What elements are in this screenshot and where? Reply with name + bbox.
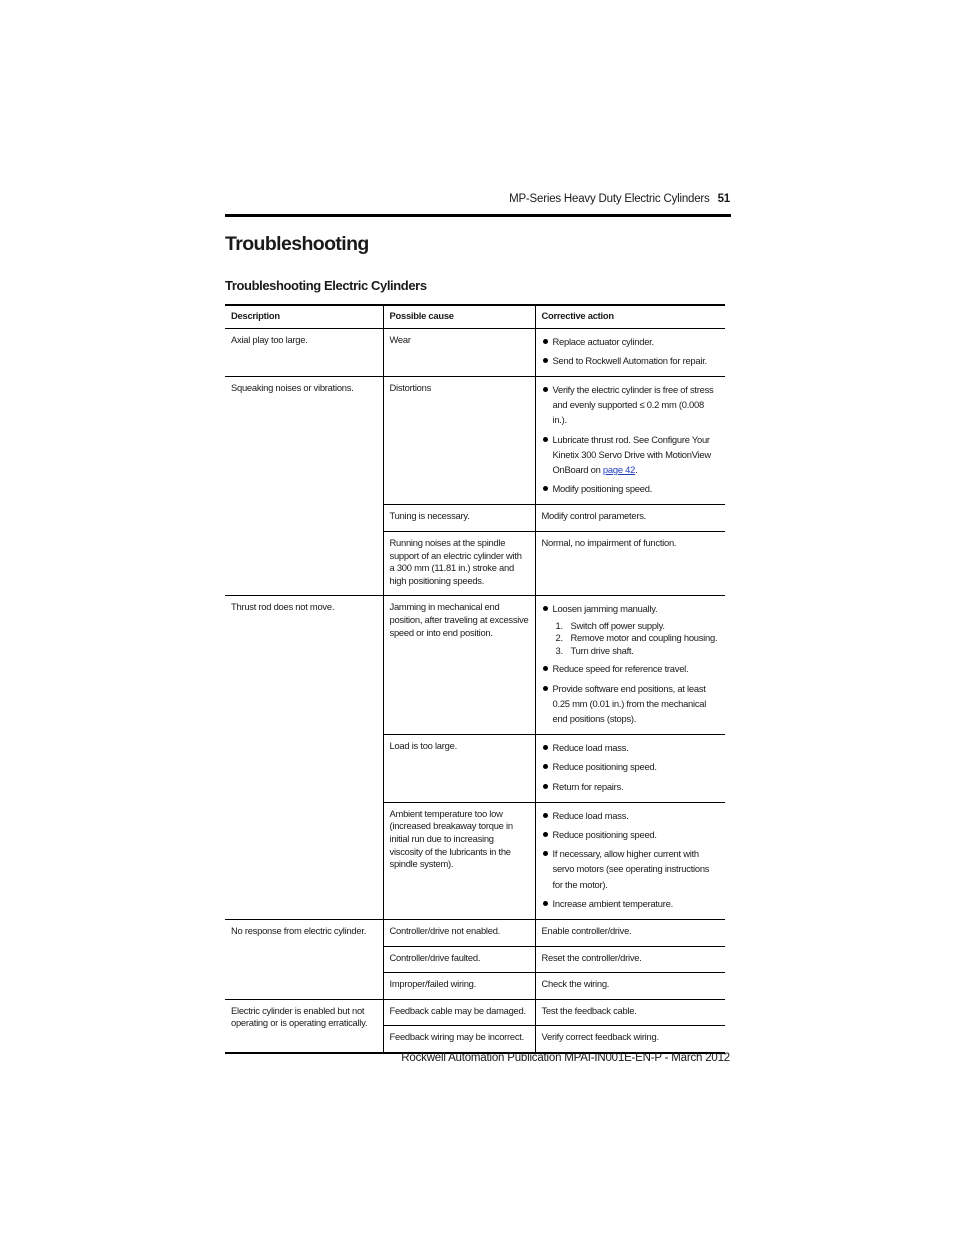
step-text: Turn drive shaft. (570, 644, 634, 656)
cause-cell: Feedback cable may be damaged. (383, 999, 535, 1026)
description-cell: No response from electric cylinder. (225, 920, 383, 1000)
running-header (225, 193, 730, 205)
step-text: Remove motor and coupling housing. (570, 632, 718, 644)
section-title: Troubleshooting Electric Cylinders (225, 278, 427, 293)
action-bullet: Return for repairs. (542, 779, 720, 794)
action-bullet: Modify positioning speed. (542, 481, 720, 496)
page-42-link[interactable]: page 42 (602, 464, 636, 476)
action-cell (535, 735, 725, 803)
action-cell (535, 377, 725, 505)
cause-cell: Tuning is necessary. (383, 505, 535, 532)
action-bullet: Send to Rockwell Automation for repair. (542, 353, 720, 368)
column-header-possible-cause: Possible cause (383, 305, 535, 328)
description-cell: Axial play too large. (225, 328, 383, 376)
cause-cell: Jamming in mechanical end position, after traveling at excessive speed or into end position. (383, 596, 535, 735)
action-cell: Verify correct feedback wiring. (535, 1026, 725, 1053)
action-bullet: Reduce load mass. (542, 740, 720, 755)
troubleshooting-table (225, 304, 725, 1054)
action-text: Loosen jamming manually. (552, 603, 658, 615)
cause-cell: Running noises at the spindle support of an electric cylinder with a 300 mm (11.81 in.) stroke and high positioning speeds. (383, 532, 535, 596)
action-cell (535, 328, 725, 376)
step-number: 2. (555, 632, 563, 644)
action-cell: Enable controller/drive. (535, 920, 725, 947)
action-cell: Normal, no impairment of function. (535, 532, 725, 596)
step-number: 1. (555, 619, 563, 631)
step-item (553, 645, 720, 658)
action-bullet: Reduce load mass. (542, 808, 720, 823)
running-header-title: MP-Series Heavy Duty Electric Cylinders (509, 193, 710, 205)
description-cell: Electric cylinder is enabled but not operating or is operating erratically. (225, 999, 383, 1053)
action-bullet: Reduce positioning speed. (542, 759, 720, 774)
action-cell: Modify control parameters. (535, 505, 725, 532)
action-bullet: Verify the electric cylinder is free of stress and evenly supported ≤ 0.2 mm (0.008 in.). (542, 382, 720, 428)
action-bullet: Replace actuator cylinder. (542, 334, 720, 349)
cause-cell: Controller/drive faulted. (383, 946, 535, 973)
table-header-row (225, 305, 725, 328)
action-cell: Check the wiring. (535, 973, 725, 1000)
cause-cell: Feedback wiring may be incorrect. (383, 1026, 535, 1053)
table-row (225, 328, 725, 376)
action-cell (535, 802, 725, 919)
action-cell: Test the feedback cable. (535, 999, 725, 1026)
description-cell: Squeaking noises or vibrations. (225, 377, 383, 596)
cause-cell: Improper/failed wiring. (383, 973, 535, 1000)
action-bullet: Provide software end positions, at least 0.25 mm (0.01 in.) from the mechanical end positions (stops). (542, 681, 720, 727)
step-item (553, 632, 720, 645)
action-cell (535, 596, 725, 735)
action-bullet (542, 432, 720, 478)
action-text: Lubricate thrust rod. See Configure Your Kinetix 300 Servo Drive with MotionView OnBoard on (552, 433, 711, 476)
column-header-description: Description (225, 305, 383, 328)
step-item (553, 620, 720, 633)
action-bullet: Reduce positioning speed. (542, 827, 720, 842)
publication-footer: Rockwell Automation Publication MPAI-IN001E-EN-P - March 2012 (401, 1052, 730, 1064)
table-row (225, 377, 725, 505)
action-bullet: Reduce speed for reference travel. (542, 661, 720, 676)
step-number: 3. (555, 644, 563, 656)
action-cell: Reset the controller/drive. (535, 946, 725, 973)
page-number: 51 (717, 193, 730, 205)
table-row (225, 920, 725, 947)
action-bullet: Increase ambient temperature. (542, 896, 720, 911)
cause-cell: Wear (383, 328, 535, 376)
action-bullet: If necessary, allow higher current with servo motors (see operating instructions for the motor). (542, 846, 720, 892)
header-rule (225, 214, 731, 217)
table-row (225, 596, 725, 735)
column-header-corrective-action: Corrective action (535, 305, 725, 328)
page-title: Troubleshooting (225, 233, 369, 255)
description-cell: Thrust rod does not move. (225, 596, 383, 920)
action-text-end: . (635, 464, 638, 476)
table-row (225, 999, 725, 1026)
cause-cell: Controller/drive not enabled. (383, 920, 535, 947)
step-list (553, 620, 720, 658)
cause-cell: Distortions (383, 377, 535, 505)
cause-cell: Ambient temperature too low (increased breakaway torque in initial run due to increasing viscosity of the lubricants in the spindle system). (383, 802, 535, 919)
cause-cell: Load is too large. (383, 735, 535, 803)
step-text: Switch off power supply. (570, 619, 665, 631)
action-bullet (542, 601, 720, 657)
